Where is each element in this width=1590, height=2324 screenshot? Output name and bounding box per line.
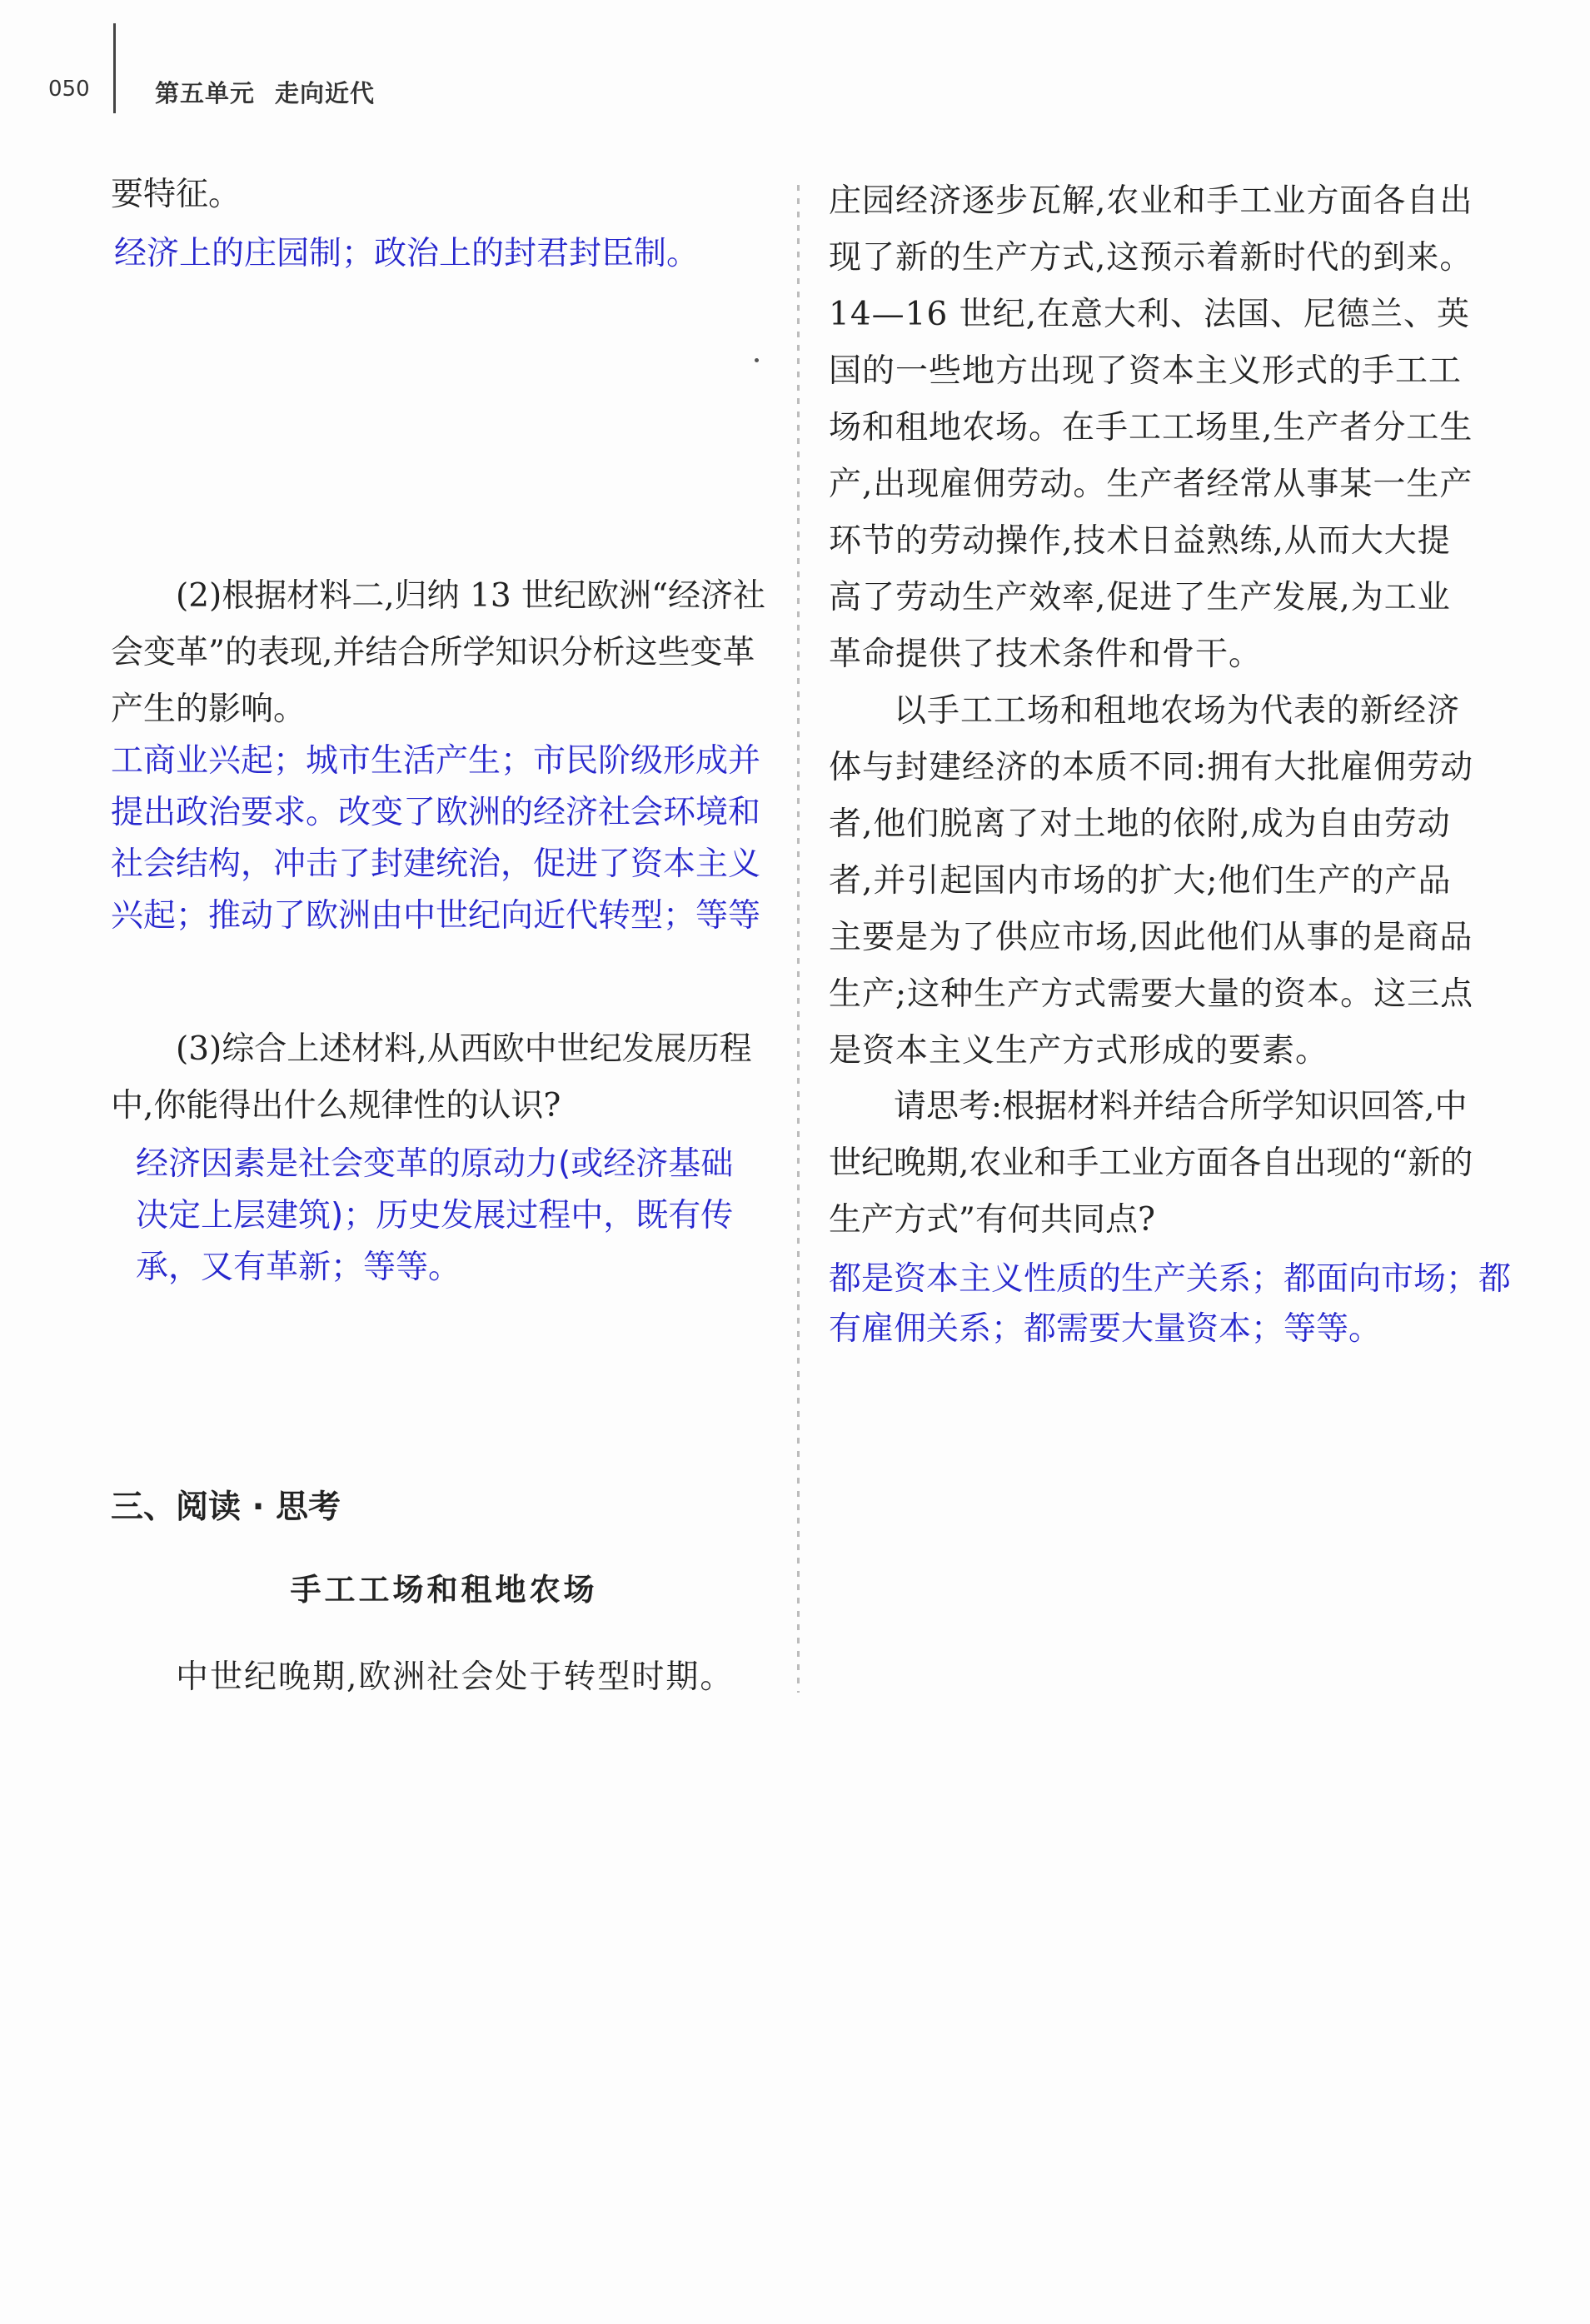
answer-1: 经济上的庄园制；政治上的封君封臣制。	[114, 235, 700, 272]
question-1-tail: 要特征。	[111, 176, 242, 213]
article-intro: 中世纪晚期,欧洲社会处于转型时期。	[176, 1658, 735, 1696]
answer-3: 经济因素是社会变革的原动力(或经济基础决定上层建筑)；历史发展过程中，既有传承，又有革新；等等。	[136, 1145, 734, 1286]
article-title: 手工工场和租地农场	[290, 1572, 598, 1608]
unit-header	[155, 75, 375, 109]
page-number: 050	[48, 77, 90, 102]
unit-title: 走向近代	[275, 79, 376, 107]
answer-2: 工商业兴起；城市生活产生；市民阶级形成并提出政治要求。改变了欧洲的经济社会环境和社会结构，冲击了封建统治，促进了资本主义兴起；推动了欧洲由中世纪向近代转型；等等	[111, 742, 761, 935]
article-paragraph-1: 庄园经济逐步瓦解,农业和手工业方面各自出现了新的生产方式,这预示着新时代的到来。14—16 世纪,在意大利、法国、尼德兰、英国的一些地方出现了资本主义形式的手工工场和租地农场。在手工工场里,生产者分工生产,出现雇佣劳动。生产者经常从事某一生产环节的劳动操作,技术日益熟练,从而大大提高了劳动生产效率,促进了生产发展,为工业革命提供了技术条件和骨干。	[829, 182, 1473, 673]
stray-dot	[755, 358, 759, 362]
column-divider	[789, 185, 807, 1693]
unit-label: 第五单元	[155, 79, 256, 107]
header-divider	[113, 23, 116, 113]
question-2-prompt: (2)根据材料二,归纳 13 世纪欧洲“经济社会变革”的表现,并结合所学知识分析这些变革产生的影响。	[111, 577, 765, 728]
section-heading: 三、阅读 · 思考	[111, 1489, 341, 1526]
think-question: 请思考:根据材料并结合所学知识回答,中世纪晚期,农业和手工业方面各自出现的“新的生产方式”有何共同点?	[829, 1088, 1473, 1239]
question-3-prompt: (3)综合上述材料,从西欧中世纪发展历程中,你能得出什么规律性的认识?	[111, 1030, 752, 1125]
think-answer: 都是资本主义性质的生产关系；都面向市场；都有雇佣关系；都需要大量资本；等等。	[829, 1260, 1512, 1348]
article-paragraph-2: 以手工工场和租地农场为代表的新经济体与封建经济的本质不同:拥有大批雇佣劳动者,他们脱离了对土地的依附,成为自由劳动者,并引起国内市场的扩大;他们生产的产品主要是为了供应市场,因此他们从事的是商品生产;这种生产方式需要大量的资本。这三点是资本主义生产方式形成的要素。	[829, 692, 1474, 1070]
